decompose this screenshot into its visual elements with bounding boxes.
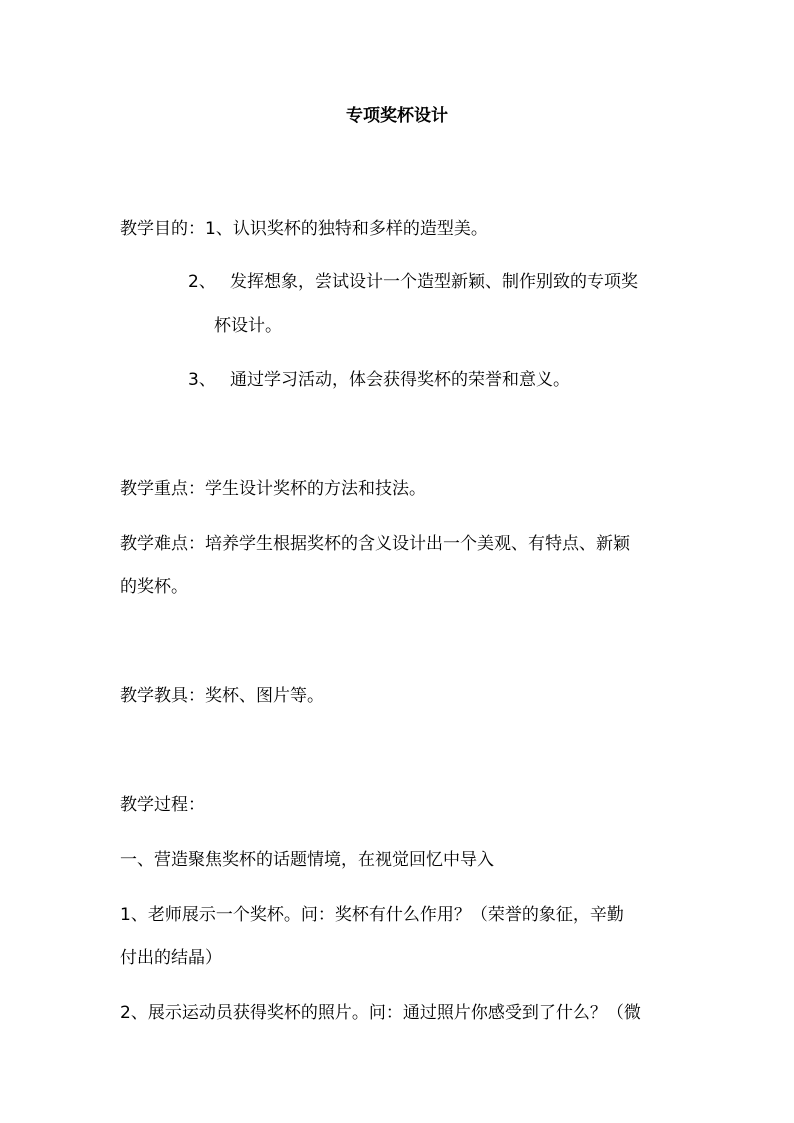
objective-item-2-number: 2、	[188, 272, 216, 292]
objectives-line	[120, 218, 488, 240]
teaching-aids: 教学教具：奖杯、图片等。	[120, 686, 324, 706]
objective-item-3	[188, 369, 570, 391]
process-heading: 教学过程：	[120, 795, 205, 815]
document-title: 专项奖杯设计	[346, 106, 448, 126]
key-points: 教学重点：学生设计奖杯的方法和技法。	[120, 479, 426, 499]
objective-item-2-continuation: 杯设计。	[214, 316, 282, 336]
difficulty-line-2: 的奖杯。	[120, 577, 188, 597]
section-1-heading: 一、营造聚焦奖杯的话题情境，在视觉回忆中导入	[120, 850, 494, 870]
step-2-line-1: 2、展示运动员获得奖杯的照片。问：通过照片你感受到了什么？（微	[120, 1003, 641, 1023]
objectives-label: 教学目的：	[120, 219, 205, 239]
objective-item-2	[188, 271, 638, 293]
objective-item-3-text: 通过学习活动，体会获得奖杯的荣誉和意义。	[230, 370, 570, 390]
step-1-line-1: 1、老师展示一个奖杯。问：奖杯有什么作用？（荣誉的象征，辛勤	[120, 905, 624, 925]
difficulty-line-1: 教学难点：培养学生根据奖杯的含义设计出一个美观、有特点、新颖	[120, 534, 630, 554]
objective-item-3-number: 3、	[188, 370, 216, 390]
objective-item-2-text: 发挥想象，尝试设计一个造型新颖、制作别致的专项奖	[230, 272, 638, 292]
objective-item-1: 1、认识奖杯的独特和多样的造型美。	[205, 219, 488, 239]
step-1-line-2: 付出的结晶）	[120, 948, 222, 968]
